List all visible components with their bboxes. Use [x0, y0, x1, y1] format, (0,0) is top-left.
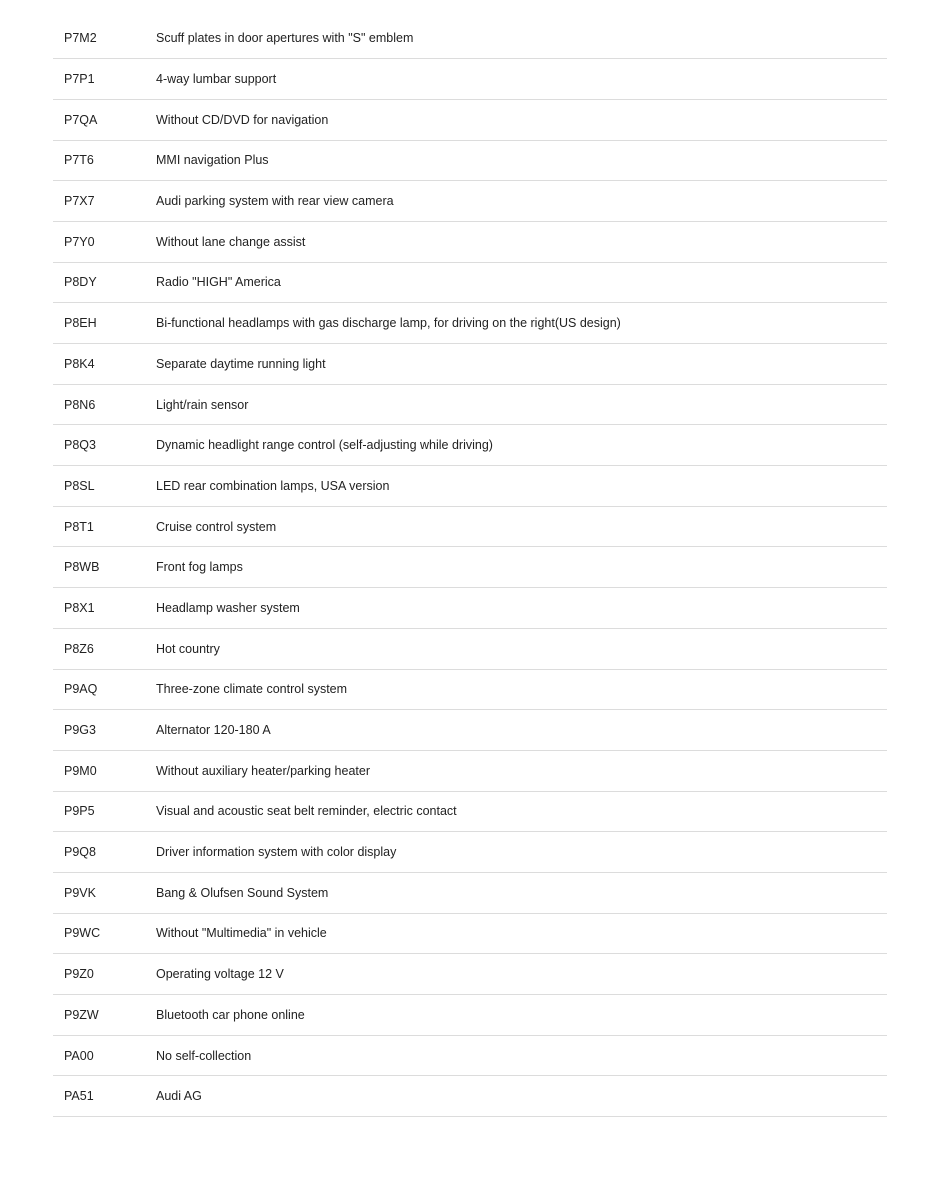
table-row	[53, 669, 887, 710]
table-row	[53, 344, 887, 385]
option-code: P9Q8	[53, 832, 156, 873]
option-description: Light/rain sensor	[156, 384, 887, 425]
table-row	[53, 547, 887, 588]
table-row	[53, 1035, 887, 1076]
table-row	[53, 791, 887, 832]
table-row	[53, 303, 887, 344]
option-description: Three-zone climate control system	[156, 669, 887, 710]
option-description: LED rear combination lamps, USA version	[156, 466, 887, 507]
table-row	[53, 913, 887, 954]
option-code: P8DY	[53, 262, 156, 303]
option-code: P8T1	[53, 506, 156, 547]
table-row	[53, 466, 887, 507]
option-code: P9WC	[53, 913, 156, 954]
option-code: P7QA	[53, 99, 156, 140]
option-description: Driver information system with color display	[156, 832, 887, 873]
option-description: Dynamic headlight range control (self-adjusting while driving)	[156, 425, 887, 466]
option-code: P7Y0	[53, 221, 156, 262]
option-description: Bi-functional headlamps with gas discharge lamp, for driving on the right(US design)	[156, 303, 887, 344]
option-code: P9P5	[53, 791, 156, 832]
option-description: Without "Multimedia" in vehicle	[156, 913, 887, 954]
table-row	[53, 59, 887, 100]
table-row	[53, 506, 887, 547]
table-row	[53, 221, 887, 262]
table-row	[53, 628, 887, 669]
options-table	[53, 18, 887, 1117]
option-code: P7P1	[53, 59, 156, 100]
table-row	[53, 588, 887, 629]
option-code: P7M2	[53, 18, 156, 59]
table-row	[53, 710, 887, 751]
option-code: P8EH	[53, 303, 156, 344]
option-code: PA00	[53, 1035, 156, 1076]
table-row	[53, 872, 887, 913]
option-code: P8N6	[53, 384, 156, 425]
option-code: P9M0	[53, 750, 156, 791]
option-description: Operating voltage 12 V	[156, 954, 887, 995]
table-row	[53, 99, 887, 140]
table-row	[53, 181, 887, 222]
options-table-body	[53, 18, 887, 1117]
option-code: PA51	[53, 1076, 156, 1117]
option-description: 4-way lumbar support	[156, 59, 887, 100]
table-row	[53, 1076, 887, 1117]
table-row	[53, 954, 887, 995]
table-row	[53, 262, 887, 303]
option-code: P9ZW	[53, 995, 156, 1036]
option-description: Visual and acoustic seat belt reminder, electric contact	[156, 791, 887, 832]
option-code: P9G3	[53, 710, 156, 751]
option-code: P7T6	[53, 140, 156, 181]
option-code: P8WB	[53, 547, 156, 588]
option-description: Without auxiliary heater/parking heater	[156, 750, 887, 791]
option-description: Separate daytime running light	[156, 344, 887, 385]
table-row	[53, 140, 887, 181]
option-code: P9VK	[53, 872, 156, 913]
option-code: P7X7	[53, 181, 156, 222]
option-description: Without lane change assist	[156, 221, 887, 262]
option-description: Bang & Olufsen Sound System	[156, 872, 887, 913]
option-code: P9AQ	[53, 669, 156, 710]
table-row	[53, 750, 887, 791]
table-row	[53, 995, 887, 1036]
option-description: Without CD/DVD for navigation	[156, 99, 887, 140]
table-row	[53, 425, 887, 466]
table-row	[53, 18, 887, 59]
option-description: Audi parking system with rear view camera	[156, 181, 887, 222]
option-code: P8X1	[53, 588, 156, 629]
option-description: Front fog lamps	[156, 547, 887, 588]
option-description: Headlamp washer system	[156, 588, 887, 629]
option-description: Scuff plates in door apertures with "S" emblem	[156, 18, 887, 59]
option-code: P9Z0	[53, 954, 156, 995]
option-description: Hot country	[156, 628, 887, 669]
option-description: Radio "HIGH" America	[156, 262, 887, 303]
option-code: P8Q3	[53, 425, 156, 466]
option-description: Bluetooth car phone online	[156, 995, 887, 1036]
option-code: P8SL	[53, 466, 156, 507]
option-description: Audi AG	[156, 1076, 887, 1117]
option-description: Alternator 120-180 A	[156, 710, 887, 751]
option-description: Cruise control system	[156, 506, 887, 547]
option-code: P8K4	[53, 344, 156, 385]
option-description: MMI navigation Plus	[156, 140, 887, 181]
table-row	[53, 832, 887, 873]
option-code: P8Z6	[53, 628, 156, 669]
table-row	[53, 384, 887, 425]
option-description: No self-collection	[156, 1035, 887, 1076]
